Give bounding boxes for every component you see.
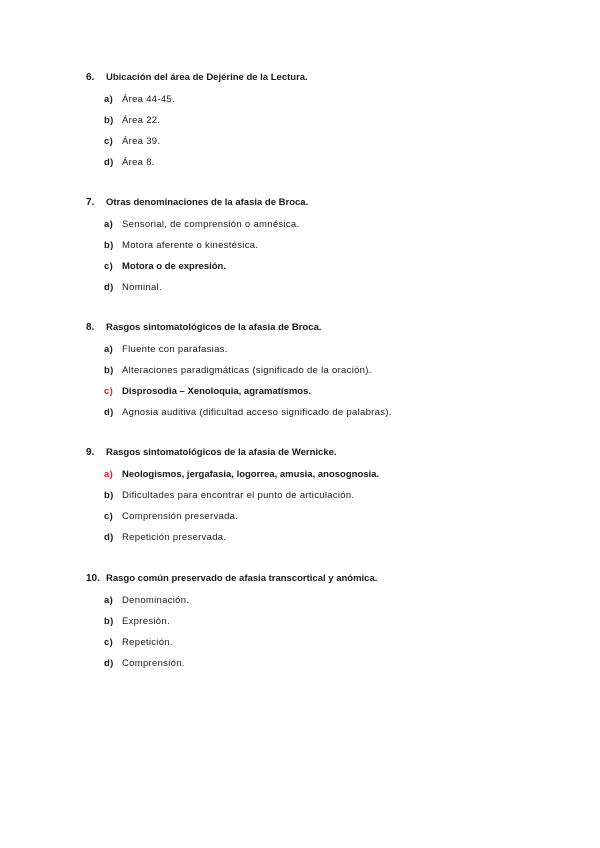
- option-text: Motora o de expresión.: [122, 261, 226, 272]
- question-text: Otras denominaciones de la afasia de Broca.: [106, 197, 309, 208]
- question-number: 7.: [86, 197, 95, 208]
- option-text: Área 22.: [122, 115, 161, 126]
- option-text: Área 8.: [122, 157, 155, 168]
- question-number: 6.: [86, 72, 95, 83]
- option-c: [104, 637, 173, 649]
- option-letter: b): [104, 240, 114, 251]
- option-text: Fluente con parafasias.: [122, 344, 228, 355]
- question-title: [86, 72, 308, 84]
- option-a: [104, 344, 228, 356]
- question-title: [86, 197, 308, 209]
- question-text: Ubicación del área de Dejérine de la Lectura.: [106, 72, 308, 83]
- option-text: Comprensión.: [122, 658, 185, 669]
- option-letter: d): [104, 157, 114, 168]
- option-letter: b): [104, 616, 114, 627]
- option-b: [104, 365, 372, 377]
- option-a: [104, 219, 299, 231]
- option-letter: d): [104, 282, 114, 293]
- option-letter: b): [104, 490, 114, 501]
- option-text: Denominación.: [122, 595, 190, 606]
- question-text: Rasgos sintomatológicos de la afasia de Wernicke.: [106, 447, 337, 458]
- option-b: [104, 616, 170, 628]
- option-c: [104, 261, 226, 273]
- option-letter: a): [104, 595, 114, 606]
- option-c: [104, 511, 238, 523]
- option-letter: a): [104, 344, 114, 355]
- option-b: [104, 490, 354, 502]
- option-text: Área 39.: [122, 136, 161, 147]
- option-c: [104, 386, 311, 398]
- option-letter: d): [104, 532, 114, 543]
- question-title: [86, 573, 377, 585]
- option-text: Dificultades para encontrar el punto de articulación.: [122, 490, 355, 501]
- option-letter: d): [104, 407, 114, 418]
- option-letter: a): [104, 94, 114, 105]
- option-letter: d): [104, 658, 114, 669]
- question-text: Rasgos sintomatológicos de la afasia de Broca.: [106, 322, 322, 333]
- option-letter: b): [104, 115, 114, 126]
- correct-option-letter: a): [104, 469, 114, 480]
- question-title: [86, 322, 321, 334]
- question-number: 8.: [86, 322, 95, 333]
- option-letter: b): [104, 365, 114, 376]
- option-text: Agnosia auditiva (dificultad acceso significado de palabras).: [122, 407, 392, 418]
- option-text: Neologismos, jergafasia, logorrea, amusia, anosognosia.: [122, 469, 380, 480]
- option-letter: a): [104, 219, 114, 230]
- option-text: Motora aferente o kinestésica.: [122, 240, 259, 251]
- option-text: Nominal.: [122, 282, 162, 293]
- option-d: [104, 532, 226, 544]
- option-letter: c): [104, 261, 114, 272]
- option-d: [104, 282, 162, 294]
- option-d: [104, 157, 155, 169]
- option-d: [104, 407, 392, 419]
- option-text: Repetición.: [122, 637, 173, 648]
- question-title: [86, 447, 337, 459]
- option-text: Sensorial, de comprensión o amnésica.: [122, 219, 300, 230]
- option-a: [104, 595, 189, 607]
- option-letter: c): [104, 637, 114, 648]
- option-b: [104, 115, 160, 127]
- option-a: [104, 469, 379, 481]
- option-letter: c): [104, 136, 114, 147]
- option-text: Comprensión preservada.: [122, 511, 239, 522]
- option-text: Alteraciones paradigmáticas (significado de la oración).: [122, 365, 372, 376]
- option-d: [104, 658, 185, 670]
- option-text: Repetición preservada.: [122, 532, 227, 543]
- question-number: 9.: [86, 447, 95, 458]
- option-c: [104, 136, 160, 148]
- option-text: Disprosodia – Xenoloquia, agramatismos.: [122, 386, 311, 397]
- correct-option-letter: c): [104, 386, 114, 397]
- question-number: 10.: [86, 573, 100, 584]
- option-letter: c): [104, 511, 114, 522]
- question-text: Rasgo común preservado de afasia transcortical y anómica.: [106, 573, 378, 584]
- option-text: Expresión.: [122, 616, 170, 627]
- option-text: Área 44-45.: [122, 94, 175, 105]
- option-b: [104, 240, 258, 252]
- option-a: [104, 94, 175, 106]
